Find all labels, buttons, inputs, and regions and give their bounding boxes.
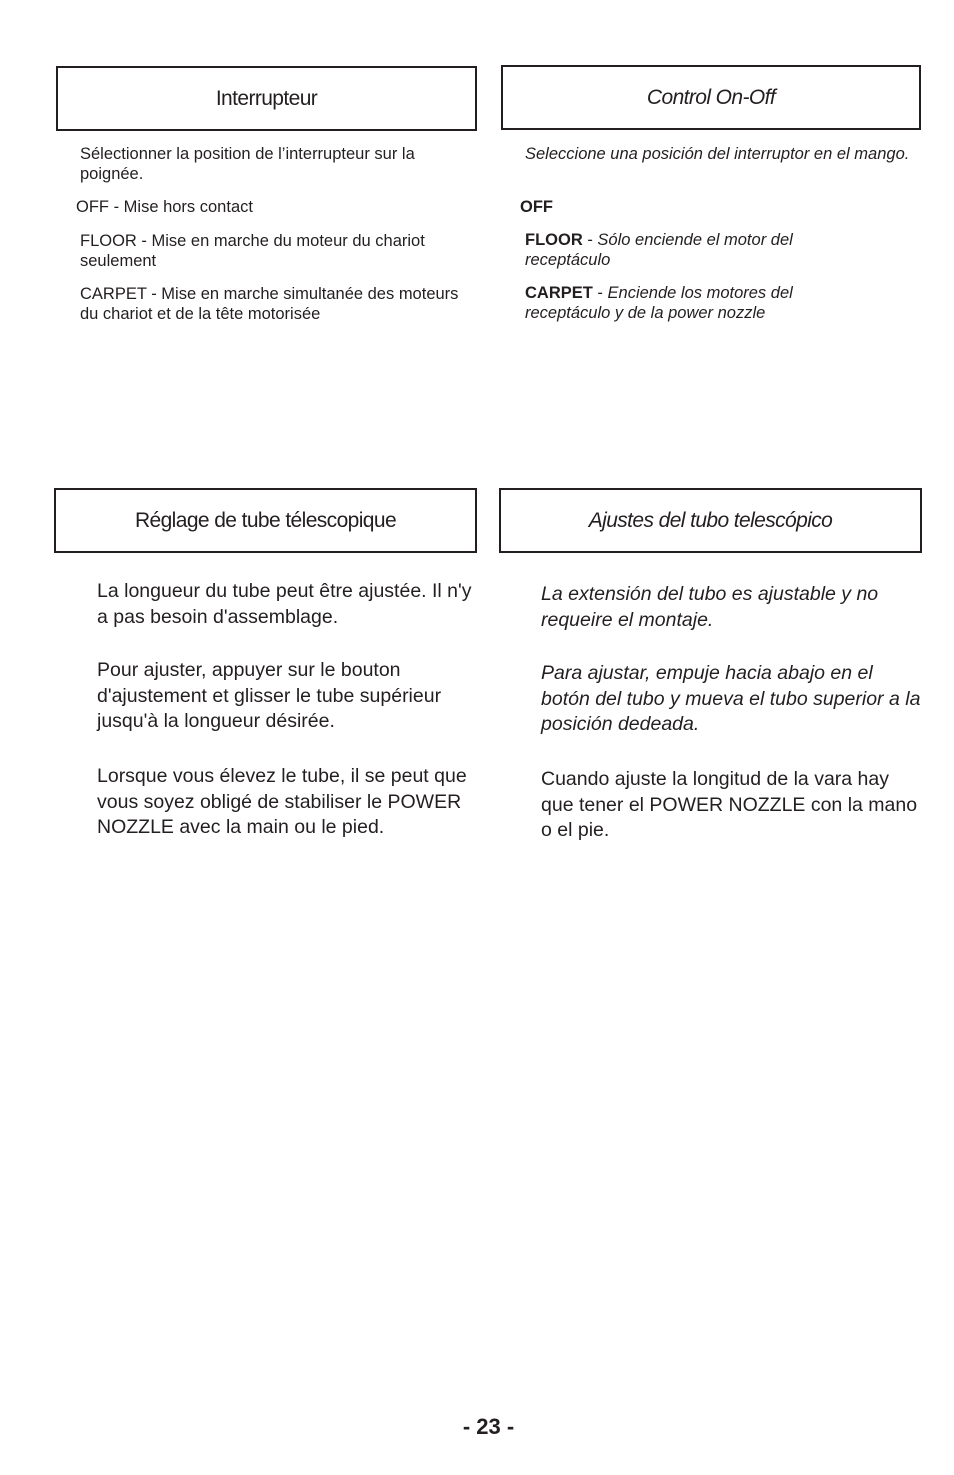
switch-carpet-es-label: CARPET — [525, 284, 593, 302]
switch-carpet-fr: CARPET - Mise en marche simultanée des moteurs du chariot et de la tête motorisée — [80, 285, 459, 323]
switch-floor-es-sep: - — [582, 231, 598, 249]
tube-p3-fr: Lorsque vous élevez le tube, il se peut que vous soyez obligé de stabiliser le POWER NOZZLE avec la main ou le pied. — [97, 765, 467, 838]
switch-floor-es-text: Sólo enciende el motor del receptáculo — [525, 231, 793, 269]
switch-floor-fr: FLOOR - Mise en marche du moteur du chariot seulement — [80, 232, 425, 270]
switch-floor-es — [525, 231, 855, 270]
switch-off-fr: OFF - Mise hors contact — [76, 198, 253, 216]
switch-heading-es — [501, 65, 921, 130]
tube-heading-fr — [54, 488, 477, 553]
switch-floor-es-label: FLOOR — [525, 231, 583, 249]
tube-heading-es — [499, 488, 922, 553]
tube-p2-fr: Pour ajuster, appuyer sur le bouton d'ajustement et glisser le tube supérieur jusqu'à la longueur désirée. — [97, 659, 442, 732]
page-number: - 23 - — [462, 1414, 515, 1439]
switch-carpet-es-sep: - — [592, 284, 608, 302]
switch-intro-fr: Sélectionner la position de l’interrupteur sur la poignée. — [80, 145, 415, 183]
tube-p1-es: La extensión del tubo es ajustable y no requeire el montaje. — [541, 583, 879, 631]
tube-heading-es-text: Ajustes del tubo telescópico — [588, 508, 833, 532]
switch-heading-fr-text: Interrupteur — [215, 86, 318, 110]
tube-heading-fr-text: Réglage de tube télescopique — [134, 508, 397, 532]
switch-heading-es-text: Control On-Off — [646, 85, 776, 109]
tube-p2-es: Para ajustar, empuje hacia abajo en el botón del tubo y mueva el tubo superior a la posición dedeada. — [541, 662, 921, 735]
switch-intro-es: Seleccione una posición del interruptor en el mango. — [525, 145, 910, 163]
tube-p3-es: Cuando ajuste la longitud de la vara hay que tener el POWER NOZZLE con la mano o el pie. — [541, 768, 918, 841]
switch-heading-fr — [56, 66, 477, 131]
switch-off-es: OFF — [520, 198, 553, 216]
tube-p1-fr: La longueur du tube peut être ajustée. Il n'y a pas besoin d'assemblage. — [97, 580, 472, 628]
switch-carpet-es-text: Enciende los motores del receptáculo y de la power nozzle — [525, 284, 793, 322]
switch-carpet-es — [525, 284, 855, 323]
